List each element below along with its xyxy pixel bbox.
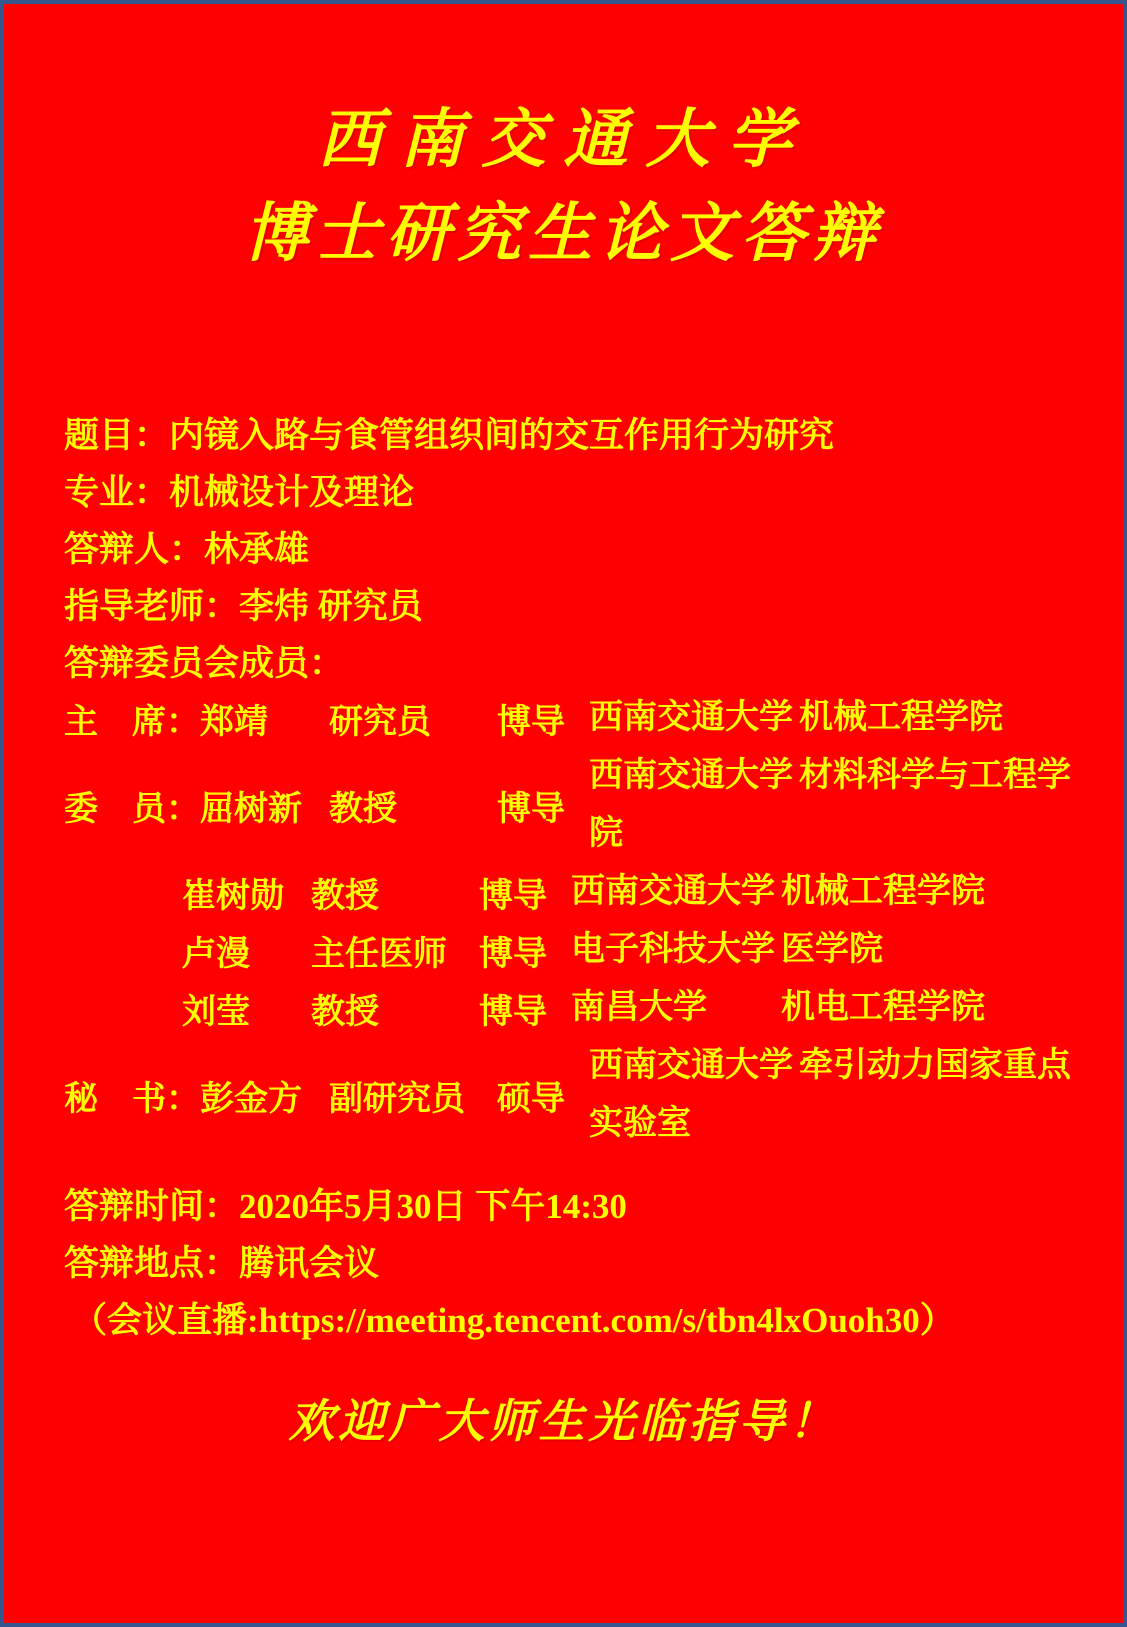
- member-mentor: 硕导: [497, 1080, 565, 1118]
- member-name: 郑靖: [200, 703, 268, 741]
- member-department: 机械工程学院: [781, 873, 985, 910]
- member-university: 西南交通大学: [589, 757, 793, 794]
- committee-row-member: [64, 921, 1093, 979]
- topic-line: [64, 404, 1093, 461]
- member-university: 西南交通大学: [571, 873, 775, 910]
- defense-venue-value: 腾讯会议: [239, 1243, 380, 1283]
- topic-label: 题目：: [64, 415, 170, 455]
- major-label: 专业：: [64, 472, 170, 512]
- defender-value: 林承雄: [204, 529, 310, 569]
- member-affiliation: [571, 863, 1093, 921]
- committee-row-member: [64, 979, 1093, 1037]
- member-title: 主任医师: [311, 935, 447, 973]
- member-department: 材料科学与工程学院: [589, 757, 1071, 852]
- member-affiliation: [571, 979, 1093, 1037]
- university-title: 西南交通大学: [317, 102, 810, 177]
- defense-time-line: [64, 1175, 1093, 1232]
- member-department: 牵引动力国家重点实验室: [589, 1047, 1071, 1142]
- defense-venue-line: [64, 1232, 1093, 1289]
- member-name: 卢漫: [182, 935, 250, 973]
- member-affiliation: [589, 1037, 1093, 1153]
- committee-heading: 答辩委员会成员：: [64, 643, 345, 683]
- member-university: 南昌大学: [571, 989, 707, 1026]
- committee-row-member: [64, 747, 1093, 863]
- member-department: 医学院: [781, 931, 883, 968]
- member-affiliation: [571, 921, 1093, 979]
- defense-time-label: 答辩时间：: [64, 1186, 240, 1226]
- major-value: 机械设计及理论: [169, 472, 415, 512]
- member-title: 教授: [329, 790, 397, 828]
- committee-row-chair: [64, 689, 1093, 747]
- defender-label: 答辩人：: [64, 529, 205, 569]
- member-affiliation: [589, 689, 1093, 747]
- member-name: 彭金方: [200, 1080, 302, 1118]
- advisor-line: [64, 575, 1093, 632]
- member-title: 教授: [311, 993, 379, 1031]
- committee-row-member: [64, 863, 1093, 921]
- member-mentor: 博导: [479, 993, 547, 1031]
- advisor-value: 李炜 研究员: [239, 586, 423, 626]
- member-role: 委 员：: [64, 790, 200, 828]
- schedule-block: [64, 1175, 1093, 1347]
- major-line: [64, 461, 1093, 518]
- member-role: 秘 书：: [64, 1080, 200, 1118]
- thesis-info-block: [64, 404, 1093, 689]
- committee-heading-line: [64, 632, 1093, 689]
- member-title: 研究员: [329, 703, 431, 741]
- member-university: 电子科技大学: [571, 931, 775, 968]
- topic-value: 内镜入路与食管组织间的交互作用行为研究: [169, 415, 835, 455]
- member-mentor: 博导: [497, 703, 565, 741]
- defender-line: [64, 518, 1093, 575]
- welcome-message: 欢迎广大师生光临指导！: [288, 1394, 839, 1448]
- defense-venue-label: 答辩地点：: [64, 1243, 240, 1283]
- member-role: 主 席：: [64, 703, 200, 741]
- member-department: 机电工程学院: [781, 989, 985, 1026]
- member-title: 教授: [311, 877, 379, 915]
- member-mentor: 博导: [479, 935, 547, 973]
- member-university: 西南交通大学: [589, 1047, 793, 1084]
- event-title: 博士研究生论文答辩: [244, 196, 883, 271]
- member-affiliation: [589, 747, 1093, 863]
- member-title: 副研究员: [329, 1080, 465, 1118]
- member-mentor: 博导: [497, 790, 565, 828]
- member-mentor: 博导: [479, 877, 547, 915]
- member-name: 屈树新: [200, 790, 302, 828]
- member-name: 刘莹: [182, 993, 250, 1031]
- advisor-label: 指导老师：: [64, 586, 240, 626]
- committee-table: [64, 689, 1093, 1153]
- member-name: 崔树勋: [182, 877, 284, 915]
- poster-header: [4, 4, 1123, 278]
- committee-row-secretary: [64, 1037, 1093, 1153]
- poster-footer: [4, 1385, 1123, 1451]
- meeting-live-url-line: （会议直播:https://meeting.tencent.com/s/tbn4lxOuoh30）: [72, 1301, 955, 1340]
- member-department: 机械工程学院: [799, 699, 1003, 736]
- defense-time-value: 2020年5月30日 下午14:30: [239, 1186, 627, 1226]
- member-university: 西南交通大学: [589, 699, 793, 736]
